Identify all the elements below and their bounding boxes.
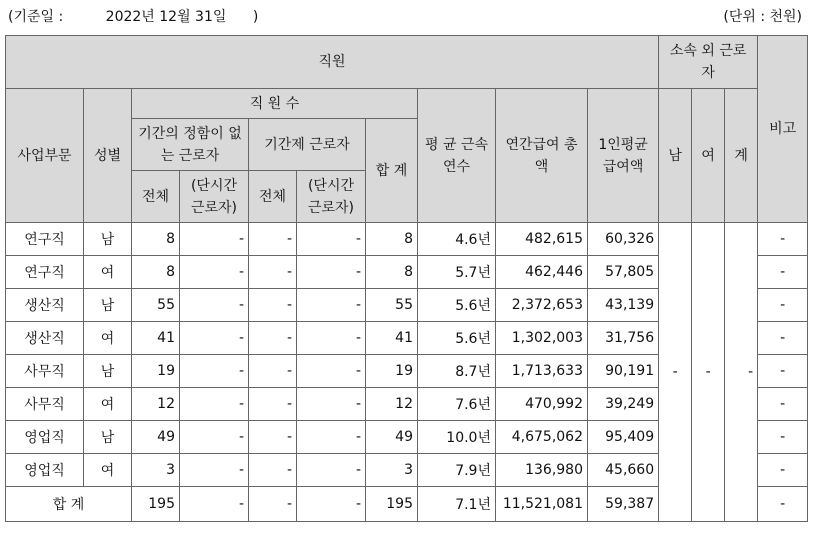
cell-fixed-part: - — [297, 421, 366, 454]
cell-division: 영업직 — [6, 421, 84, 454]
cell-avg-pay: 57,805 — [588, 256, 659, 289]
cell-division: 영업직 — [6, 454, 84, 487]
header-permanent: 기간의 정함이 없는 근로자 — [132, 119, 249, 171]
cell-tenure: 4.6년 — [418, 223, 496, 256]
cell-avg-pay: 31,756 — [588, 322, 659, 355]
cell-fixed-part: - — [297, 454, 366, 487]
cell-annual-pay: 4,675,062 — [496, 421, 588, 454]
cell-annual-pay: 1,713,633 — [496, 355, 588, 388]
total-perm-total: 195 — [132, 487, 180, 522]
cell-perm-part: - — [180, 388, 249, 421]
cell-perm-part: - — [180, 454, 249, 487]
cell-gender: 남 — [84, 223, 132, 256]
cell-division: 연구직 — [6, 223, 84, 256]
total-annual-pay: 11,521,081 — [496, 487, 588, 522]
cell-perm-part: - — [180, 256, 249, 289]
cell-sum: 12 — [366, 388, 418, 421]
cell-sum: 8 — [366, 256, 418, 289]
cell-note: - — [758, 355, 808, 388]
cell-perm-total: 12 — [132, 388, 180, 421]
header-outsourced-total: 계 — [725, 89, 758, 223]
cell-perm-total: 19 — [132, 355, 180, 388]
header-outsourced: 소속 외 근로자 — [659, 36, 758, 89]
cell-fixed-total: - — [249, 388, 297, 421]
header-fixed-total: 전체 — [249, 171, 297, 223]
cell-division: 사무직 — [6, 388, 84, 421]
cell-avg-pay: 45,660 — [588, 454, 659, 487]
cell-perm-total: 49 — [132, 421, 180, 454]
cell-sum: 49 — [366, 421, 418, 454]
header-division: 사업부문 — [6, 89, 84, 223]
cell-avg-pay: 90,191 — [588, 355, 659, 388]
cell-note: - — [758, 223, 808, 256]
header-perm-part-time: (단시간 근로자) — [180, 171, 249, 223]
cell-sum: 55 — [366, 289, 418, 322]
cell-avg-pay: 95,409 — [588, 421, 659, 454]
cell-perm-total: 3 — [132, 454, 180, 487]
cell-annual-pay: 482,615 — [496, 223, 588, 256]
cell-gender: 남 — [84, 355, 132, 388]
total-avg-pay: 59,387 — [588, 487, 659, 522]
cell-avg-pay: 43,139 — [588, 289, 659, 322]
header-avg-pay: 1인평균 급여액 — [588, 89, 659, 223]
cell-tenure: 5.7년 — [418, 256, 496, 289]
cell-sum: 41 — [366, 322, 418, 355]
header-headcount: 직 원 수 — [132, 89, 418, 119]
cell-outsourced-male: - — [659, 223, 692, 522]
header-perm-total: 전체 — [132, 171, 180, 223]
cell-fixed-total: - — [249, 355, 297, 388]
cell-perm-total: 8 — [132, 223, 180, 256]
header-outsourced-male: 남 — [659, 89, 692, 223]
cell-tenure: 7.6년 — [418, 388, 496, 421]
cell-fixed-total: - — [249, 322, 297, 355]
cell-fixed-total: - — [249, 421, 297, 454]
header-note: 비고 — [758, 36, 808, 223]
header-annual-pay: 연간급여 총 액 — [496, 89, 588, 223]
date-value: 2022년 12월 31일 — [105, 9, 227, 25]
cell-annual-pay: 136,980 — [496, 454, 588, 487]
cell-perm-total: 41 — [132, 322, 180, 355]
header-fixed-term: 기간제 근로자 — [249, 119, 366, 171]
cell-note: - — [758, 256, 808, 289]
cell-annual-pay: 462,446 — [496, 256, 588, 289]
cell-gender: 여 — [84, 256, 132, 289]
cell-fixed-part: - — [297, 256, 366, 289]
header-sum: 합 계 — [366, 119, 418, 223]
unit-label: (단위 : 천원) — [723, 9, 802, 25]
total-fixed-total: - — [249, 487, 297, 522]
cell-gender: 남 — [84, 289, 132, 322]
cell-fixed-part: - — [297, 355, 366, 388]
employee-status-table — [5, 35, 808, 522]
cell-fixed-total: - — [249, 223, 297, 256]
cell-perm-part: - — [180, 421, 249, 454]
cell-tenure: 10.0년 — [418, 421, 496, 454]
header-fixed-part-time: (단시간 근로자) — [297, 171, 366, 223]
cell-division: 사무직 — [6, 355, 84, 388]
total-fixed-part: - — [297, 487, 366, 522]
cell-tenure: 7.9년 — [418, 454, 496, 487]
header-avg-tenure: 평 균 근속연수 — [418, 89, 496, 223]
cell-avg-pay: 60,326 — [588, 223, 659, 256]
cell-perm-part: - — [180, 355, 249, 388]
header-outsourced-female: 여 — [692, 89, 725, 223]
cell-fixed-part: - — [297, 322, 366, 355]
total-tenure: 7.1년 — [418, 487, 496, 522]
date-label: (기준일 : — [8, 9, 64, 25]
cell-gender: 여 — [84, 454, 132, 487]
cell-fixed-part: - — [297, 289, 366, 322]
cell-note: - — [758, 454, 808, 487]
cell-gender: 남 — [84, 421, 132, 454]
cell-annual-pay: 1,302,003 — [496, 322, 588, 355]
cell-perm-part: - — [180, 289, 249, 322]
total-note: - — [758, 487, 808, 522]
cell-perm-part: - — [180, 322, 249, 355]
cell-perm-part: - — [180, 223, 249, 256]
cell-fixed-part: - — [297, 388, 366, 421]
cell-tenure: 8.7년 — [418, 355, 496, 388]
cell-fixed-total: - — [249, 454, 297, 487]
cell-fixed-total: - — [249, 256, 297, 289]
cell-gender: 여 — [84, 322, 132, 355]
cell-division: 생산직 — [6, 289, 84, 322]
cell-perm-total: 8 — [132, 256, 180, 289]
header-gender: 성별 — [84, 89, 132, 223]
cell-sum: 3 — [366, 454, 418, 487]
cell-outsourced-female: - — [692, 223, 725, 522]
cell-tenure: 5.6년 — [418, 289, 496, 322]
cell-fixed-part: - — [297, 223, 366, 256]
cell-sum: 8 — [366, 223, 418, 256]
cell-sum: 19 — [366, 355, 418, 388]
cell-outsourced-total: - — [725, 223, 758, 522]
cell-note: - — [758, 289, 808, 322]
reference-date — [8, 6, 258, 26]
total-perm-part: - — [180, 487, 249, 522]
date-close: ) — [252, 9, 259, 25]
report-header — [0, 0, 814, 34]
cell-division: 연구직 — [6, 256, 84, 289]
cell-note: - — [758, 388, 808, 421]
cell-gender: 여 — [84, 388, 132, 421]
cell-note: - — [758, 322, 808, 355]
header-employees: 직원 — [6, 36, 659, 89]
cell-fixed-total: - — [249, 289, 297, 322]
cell-avg-pay: 39,249 — [588, 388, 659, 421]
cell-division: 생산직 — [6, 322, 84, 355]
total-sum: 195 — [366, 487, 418, 522]
total-label: 합 계 — [6, 487, 132, 522]
cell-tenure: 5.6년 — [418, 322, 496, 355]
table-row — [6, 223, 808, 256]
cell-annual-pay: 470,992 — [496, 388, 588, 421]
cell-note: - — [758, 421, 808, 454]
cell-annual-pay: 2,372,653 — [496, 289, 588, 322]
cell-perm-total: 55 — [132, 289, 180, 322]
